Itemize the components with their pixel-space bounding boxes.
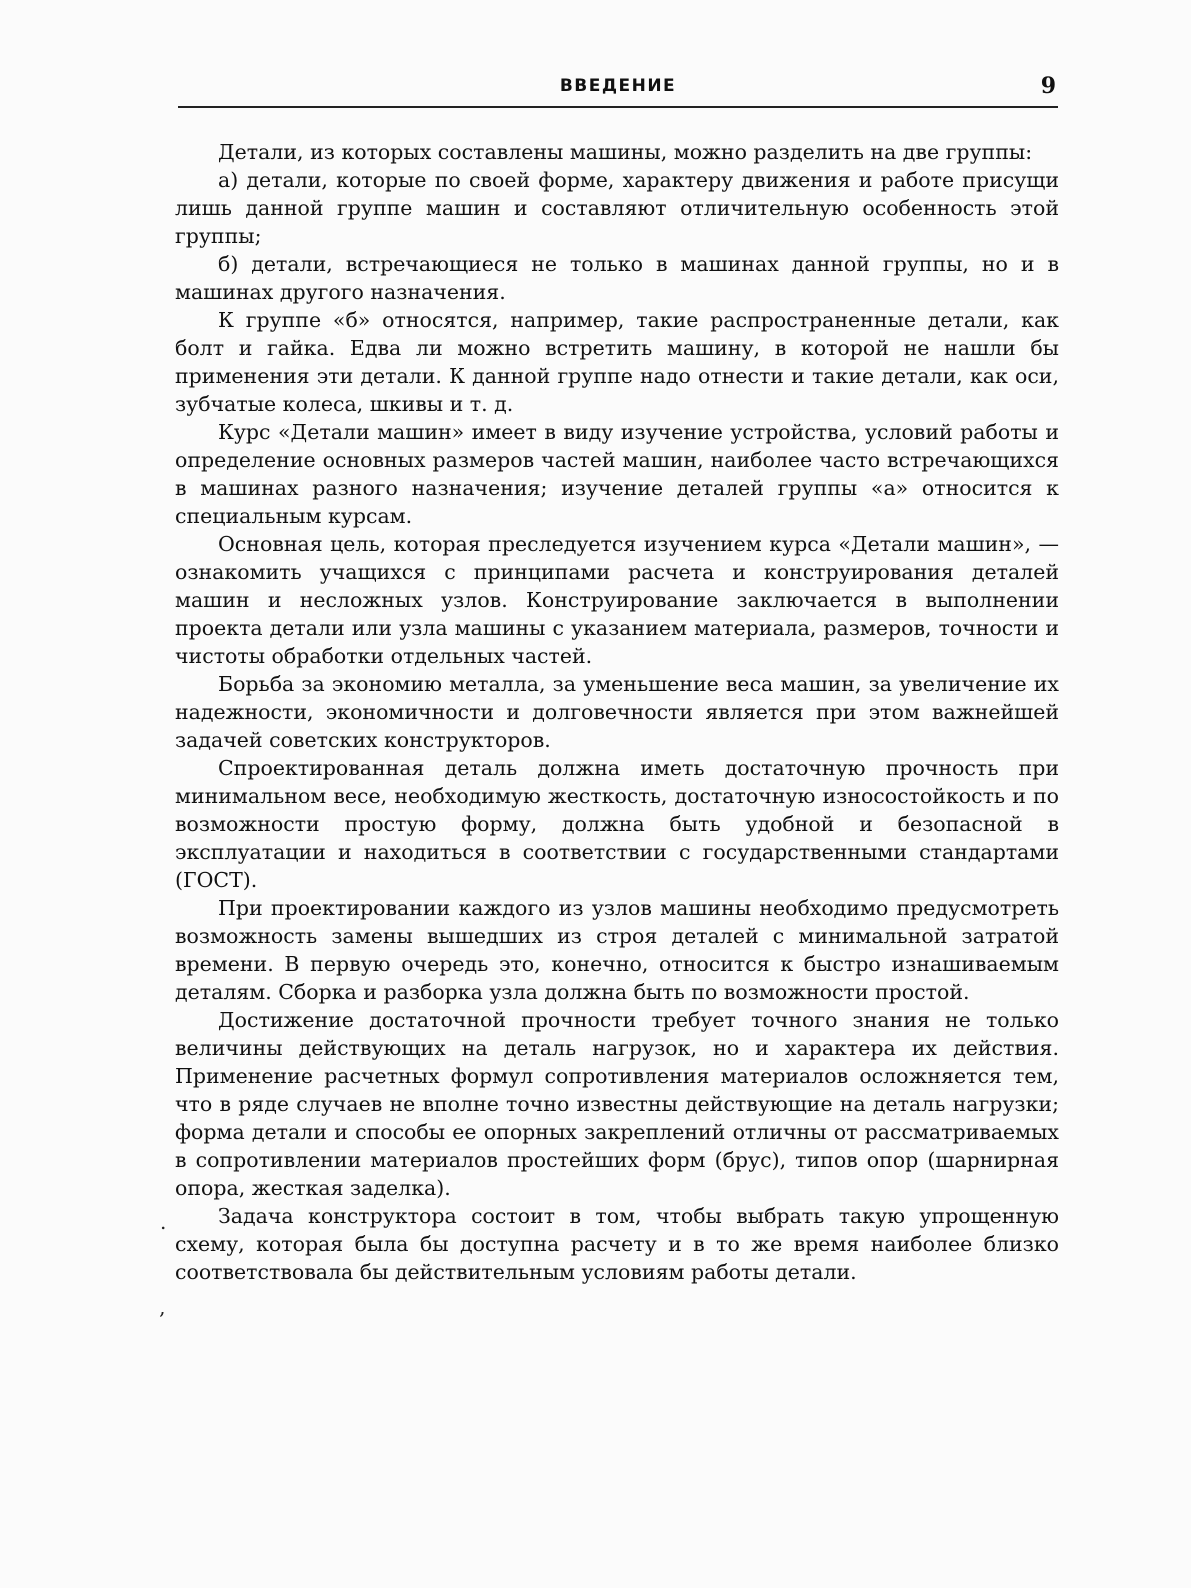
margin-mark: ‚ — [159, 1295, 166, 1319]
paragraph: Достижение достаточной прочности требует точного знания не только величины действующих на деталь нагрузок, но и характера их действия. Применение расчетных формул сопротивления материалов осложняется тем, что в ряде случаев не вполне точно известны действующие на деталь нагрузки; форма детали и способы ее опорных закреплений отличны от рассматриваемых в сопротивлении материалов простейших форм (брус), типов опор (шарнирная опора, жесткая заделка). — [175, 1008, 1059, 1200]
page-number: 9 — [1040, 73, 1056, 99]
paragraph: К группе «б» относятся, например, такие распространенные детали, как болт и гайка. Едва ли можно встретить машину, в которой не нашли бы применения эти детали. К данной группе надо отнести и такие детали, как оси, зубчатые колеса, шкивы и т. д. — [175, 308, 1059, 416]
paragraph: Задача конструктора состоит в том, чтобы выбрать такую упрощенную схему, которая была бы доступна расчету и в то же время наиболее близко соответствовала бы действительным условиям работы детали. — [175, 1204, 1059, 1284]
margin-mark: . — [160, 1210, 167, 1234]
paragraph: Основная цель, которая преследуется изучением курса «Детали машин», — ознакомить учащихся с принципами расчета и конструирования деталей машин и несложных узлов. Конструирование заключается в выполнении проекта детали или узла машины с указанием материала, размеров, точности и чистоты обработки отдельных частей. — [175, 532, 1059, 668]
page-body — [175, 138, 1059, 1286]
running-header — [178, 74, 1058, 108]
paragraph: Спроектированная деталь должна иметь достаточную прочность при минимальном весе, необходимую жесткость, достаточную износостойкость и по возможности простую форму, должна быть удобной и безопасной в эксплуатации и находиться в соответствии с государственными стандартами (ГОСТ). — [175, 756, 1059, 892]
paragraph: Курс «Детали машин» имеет в виду изучение устройства, условий работы и определение основных размеров частей машин, наиболее часто встречающихся в машинах разного назначения; изучение деталей группы «а» относится к специальным курсам. — [175, 420, 1059, 528]
paragraph: Детали, из которых составлены машины, можно разделить на две группы: — [218, 140, 1033, 164]
paragraph: При проектировании каждого из узлов машины необходимо предусмотреть возможность замены вышедших из строя деталей с минимальной затратой времени. В первую очередь это, конечно, относится к быстро изнашиваемым деталям. Сборка и разборка узла должна быть по возможности простой. — [175, 896, 1059, 1004]
paragraph: а) детали, которые по своей форме, характеру движения и работе присущи лишь данной группе машин и составляют отличительную особенность этой группы; — [175, 168, 1059, 248]
paragraph: б) детали, встречающиеся не только в машинах данной группы, но и в машинах другого назначения. — [175, 252, 1059, 304]
paragraph: Борьба за экономию металла, за уменьшение веса машин, за увеличение их надежности, экономичности и долговечности является при этом важнейшей задачей советских конструкторов. — [175, 672, 1059, 752]
running-title: ВВЕДЕНИЕ — [559, 76, 677, 96]
